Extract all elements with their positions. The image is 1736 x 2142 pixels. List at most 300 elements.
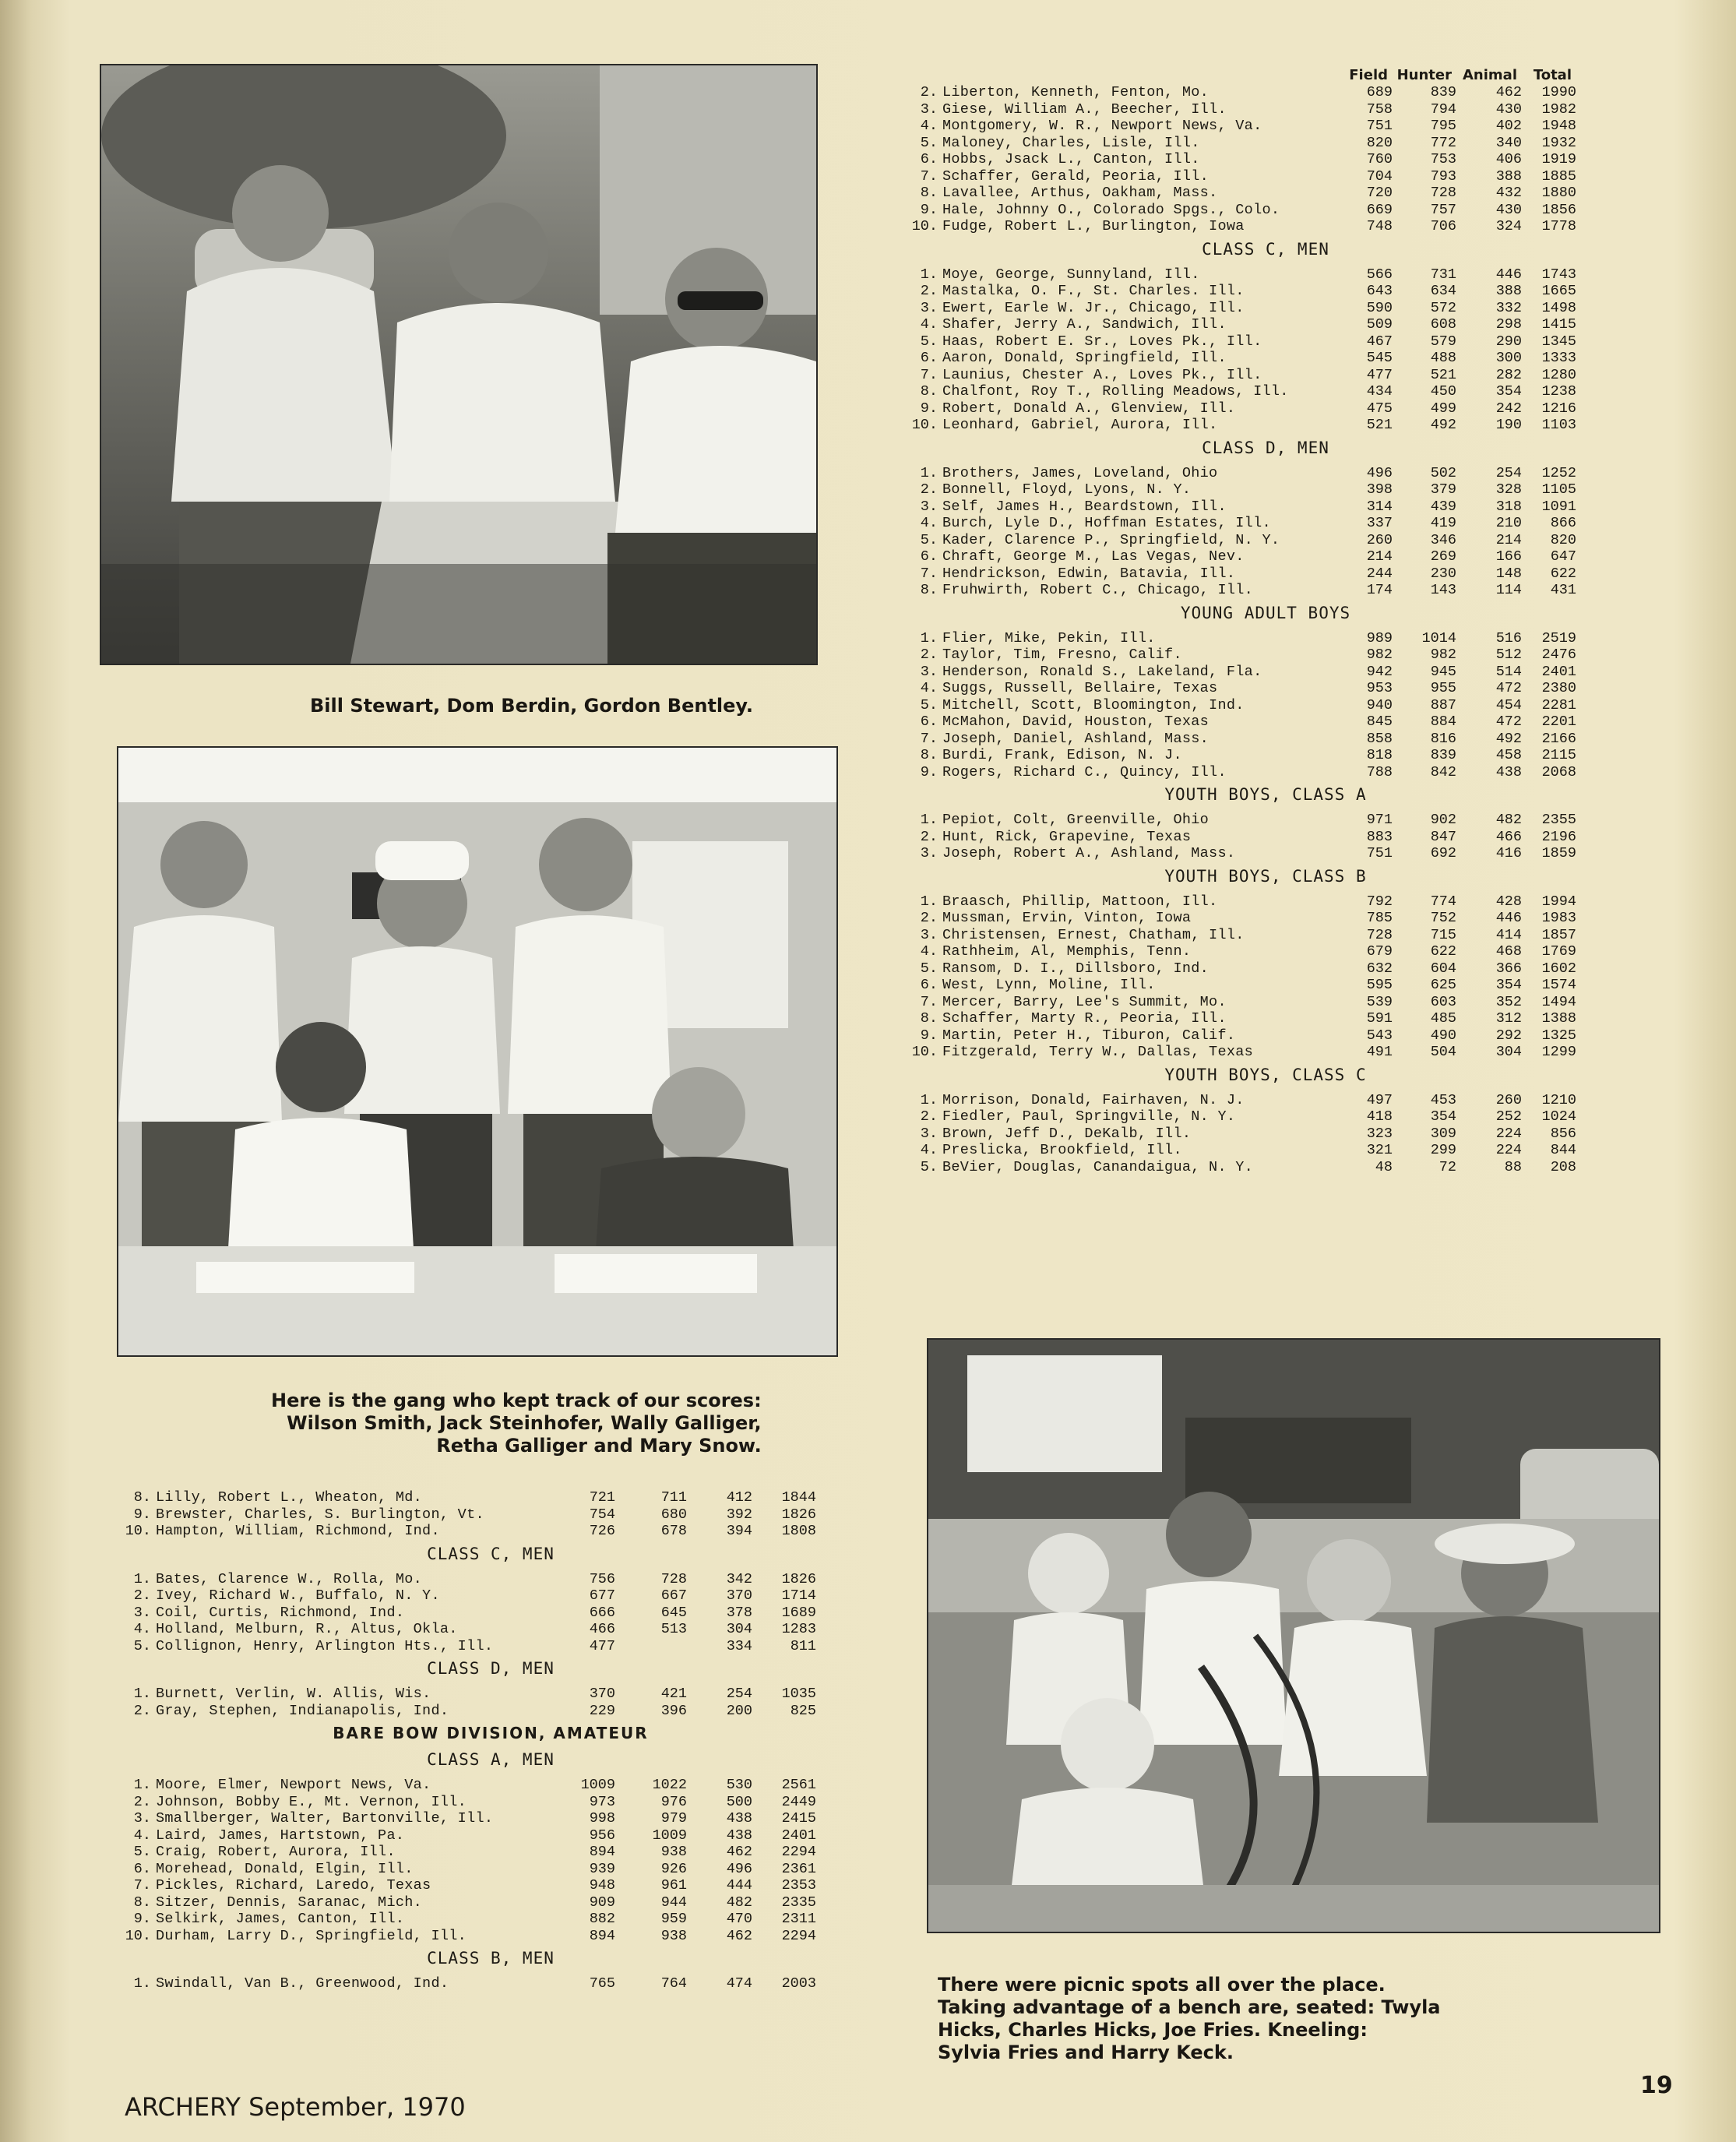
rank: 3. xyxy=(133,1604,151,1621)
field-score: 509 xyxy=(1366,316,1393,333)
animal-score: 454 xyxy=(1495,696,1522,713)
animal-score: 282 xyxy=(1495,366,1522,383)
total-score: 1280 xyxy=(1541,366,1576,383)
rank: 8. xyxy=(920,582,938,599)
table-row xyxy=(117,1794,864,1811)
total-score: 825 xyxy=(790,1702,816,1719)
animal-score: 148 xyxy=(1495,565,1522,582)
table-row xyxy=(117,1810,864,1827)
table-row xyxy=(903,731,1628,748)
animal-score: 260 xyxy=(1495,1091,1522,1108)
photo1-caption: Bill Stewart, Dom Berdin, Gordon Bentley. xyxy=(310,695,753,717)
field-score: 398 xyxy=(1366,481,1393,499)
field-score: 477 xyxy=(589,1637,615,1654)
archer-name: Schaffer, Marty R., Peoria, Ill. xyxy=(942,1010,1227,1027)
rank: 3. xyxy=(920,926,938,943)
animal-score: 512 xyxy=(1495,646,1522,664)
hunter-score: 774 xyxy=(1430,893,1456,910)
animal-score: 458 xyxy=(1495,747,1522,764)
rank: 8. xyxy=(133,1489,151,1506)
animal-score: 88 xyxy=(1504,1158,1522,1175)
field-score: 643 xyxy=(1366,283,1393,300)
animal-score: 482 xyxy=(726,1894,752,1911)
archer-name: Christensen, Ernest, Chatham, Ill. xyxy=(942,926,1245,943)
table-row xyxy=(903,680,1628,697)
total-score: 2115 xyxy=(1541,747,1576,764)
rank: 2. xyxy=(920,283,938,300)
section-title: YOUNG ADULT BOYS xyxy=(1180,603,1351,622)
hunter-score: 764 xyxy=(660,1975,687,1992)
total-score: 1948 xyxy=(1541,118,1576,135)
rank: 7. xyxy=(920,730,938,747)
animal-score: 378 xyxy=(726,1604,752,1621)
field-score: 496 xyxy=(1366,464,1393,481)
rank: 8. xyxy=(920,383,938,400)
table-row xyxy=(117,1844,864,1861)
total-score: 2449 xyxy=(781,1793,816,1810)
animal-score: 444 xyxy=(726,1877,752,1894)
rank: 3. xyxy=(920,100,938,118)
rank: 4. xyxy=(920,943,938,960)
rank: 6. xyxy=(920,977,938,994)
table-row xyxy=(903,465,1628,482)
total-score: 2380 xyxy=(1541,680,1576,697)
field-score: 989 xyxy=(1366,629,1393,646)
hunter-score: 794 xyxy=(1430,100,1456,118)
table-row xyxy=(117,1523,864,1540)
field-score: 973 xyxy=(589,1793,615,1810)
score-section xyxy=(903,785,1628,862)
archer-name: Lavallee, Arthus, Oakham, Mass. xyxy=(942,185,1218,202)
page-number: 19 xyxy=(1640,2072,1673,2099)
rank: 1. xyxy=(920,893,938,910)
animal-score: 224 xyxy=(1495,1125,1522,1142)
hunter-score: 521 xyxy=(1430,366,1456,383)
rank: 5. xyxy=(920,960,938,977)
archer-name: McMahon, David, Houston, Texas xyxy=(942,713,1210,731)
animal-score: 366 xyxy=(1495,960,1522,977)
total-score: 2476 xyxy=(1541,646,1576,664)
total-score: 1826 xyxy=(781,1506,816,1523)
archer-name: Mercer, Barry, Lee's Summit, Mo. xyxy=(942,993,1227,1010)
field-score: 466 xyxy=(589,1621,615,1638)
table-row xyxy=(903,565,1628,583)
field-score: 689 xyxy=(1366,84,1393,101)
rank: 6. xyxy=(920,350,938,367)
total-score: 1210 xyxy=(1541,1091,1576,1108)
archer-name: Giese, William A., Beecher, Ill. xyxy=(942,100,1227,118)
field-score: 632 xyxy=(1366,960,1393,977)
field-score: 214 xyxy=(1366,548,1393,565)
archer-name: Ransom, D. I., Dillsboro, Ind. xyxy=(942,960,1210,977)
table-row xyxy=(903,664,1628,681)
archer-name: Morrison, Donald, Fairhaven, N. J. xyxy=(942,1091,1245,1108)
animal-score: 462 xyxy=(726,1844,752,1861)
table-row xyxy=(117,1894,864,1911)
table-row xyxy=(903,1092,1628,1109)
hunter-score: 753 xyxy=(1430,151,1456,168)
archer-name: Durham, Larry D., Springfield, Ill. xyxy=(156,1927,467,1944)
hunter-score: 625 xyxy=(1430,977,1456,994)
col-field: Field xyxy=(1349,66,1388,83)
table-row xyxy=(903,383,1628,400)
section-title: CLASS D, MEN xyxy=(427,1659,555,1678)
table-row xyxy=(903,764,1628,781)
rank: 2. xyxy=(133,1702,151,1719)
archer-name: Holland, Melburn, R., Altus, Okla. xyxy=(156,1621,458,1638)
animal-score: 300 xyxy=(1495,350,1522,367)
hunter-score: 752 xyxy=(1430,910,1456,927)
field-score: 748 xyxy=(1366,218,1393,235)
archer-name: Fruhwirth, Robert C., Chicago, Ill. xyxy=(942,582,1254,599)
total-score: 2401 xyxy=(1541,663,1576,680)
score-section xyxy=(903,604,1628,781)
hunter-score: 579 xyxy=(1430,333,1456,350)
field-score: 982 xyxy=(1366,646,1393,664)
total-score: 1238 xyxy=(1541,383,1576,400)
total-score: 866 xyxy=(1550,515,1576,532)
total-score: 1919 xyxy=(1541,151,1576,168)
table-row xyxy=(903,532,1628,549)
hunter-score: 1009 xyxy=(652,1827,687,1844)
rank: 10. xyxy=(911,417,938,434)
hunter-score: 887 xyxy=(1430,696,1456,713)
total-score: 2281 xyxy=(1541,696,1576,713)
total-score: 1826 xyxy=(781,1570,816,1587)
animal-score: 468 xyxy=(1495,943,1522,960)
photo3-caption: There were picnic spots all over the place. Taking advantage of a bench are, seated: Twyla Hicks, Charles Hicks, Joe Fries. Kneeling: Sylvia Fries and Harry Keck. xyxy=(938,1974,1441,2063)
left-score-table xyxy=(117,1489,864,1992)
animal-score: 370 xyxy=(726,1587,752,1605)
archer-name: Smallberger, Walter, Bartonville, Ill. xyxy=(156,1810,494,1827)
hunter-score: 816 xyxy=(1430,730,1456,747)
field-score: 174 xyxy=(1366,582,1393,599)
table-row xyxy=(117,1928,864,1945)
hunter-score: 396 xyxy=(660,1702,687,1719)
field-score: 669 xyxy=(1366,201,1393,218)
photo-picnic xyxy=(927,1338,1660,1933)
rank: 1. xyxy=(920,1091,938,1108)
rank: 9. xyxy=(920,400,938,417)
magazine-name: ARCHERY xyxy=(125,2092,241,2122)
animal-score: 312 xyxy=(1495,1010,1522,1027)
hunter-score: 1022 xyxy=(652,1777,687,1794)
rank: 4. xyxy=(133,1827,151,1844)
archer-name: Mussman, Ervin, Vinton, Iowa xyxy=(942,910,1192,927)
animal-score: 470 xyxy=(726,1911,752,1928)
archer-name: Hobbs, Jsack L., Canton, Ill. xyxy=(942,151,1200,168)
score-section xyxy=(903,1066,1628,1176)
total-score: 1299 xyxy=(1541,1044,1576,1061)
table-row xyxy=(903,582,1628,599)
total-score: 1990 xyxy=(1541,84,1576,101)
archer-name: Pepiot, Colt, Greenville, Ohio xyxy=(942,812,1210,829)
total-score: 2166 xyxy=(1541,730,1576,747)
table-row xyxy=(903,829,1628,846)
total-score: 2003 xyxy=(781,1975,816,1992)
hunter-score: 230 xyxy=(1430,565,1456,582)
table-row xyxy=(117,1777,864,1794)
table-row xyxy=(117,1877,864,1894)
field-score: 48 xyxy=(1375,1158,1393,1175)
rank: 6. xyxy=(920,548,938,565)
field-score: 595 xyxy=(1366,977,1393,994)
total-score: 1325 xyxy=(1541,1027,1576,1044)
hunter-score: 678 xyxy=(660,1523,687,1540)
field-score: 792 xyxy=(1366,893,1393,910)
animal-score: 292 xyxy=(1495,1027,1522,1044)
animal-score: 254 xyxy=(1495,464,1522,481)
animal-score: 430 xyxy=(1495,100,1522,118)
hunter-score: 492 xyxy=(1430,417,1456,434)
table-row xyxy=(903,893,1628,911)
table-row xyxy=(903,1142,1628,1159)
total-score: 1415 xyxy=(1541,316,1576,333)
total-score: 1105 xyxy=(1541,481,1576,499)
field-score: 883 xyxy=(1366,828,1393,845)
rank: 2. xyxy=(920,481,938,499)
archer-name: Fudge, Robert L., Burlington, Iowa xyxy=(942,218,1245,235)
rank: 5. xyxy=(920,1158,938,1175)
total-score: 2415 xyxy=(781,1810,816,1827)
table-row xyxy=(117,1571,864,1588)
archer-name: Collignon, Henry, Arlington Hts., Ill. xyxy=(156,1637,494,1654)
animal-score: 388 xyxy=(1495,283,1522,300)
footer-magazine xyxy=(125,2092,466,2122)
score-section xyxy=(903,439,1628,599)
rank: 8. xyxy=(920,1010,938,1027)
total-score: 1982 xyxy=(1541,100,1576,118)
table-row xyxy=(903,1159,1628,1176)
animal-score: 474 xyxy=(726,1975,752,1992)
section-title: CLASS C, MEN xyxy=(427,1544,555,1563)
total-score: 2294 xyxy=(781,1844,816,1861)
rank: 7. xyxy=(920,167,938,185)
table-row xyxy=(903,845,1628,862)
total-score: 1714 xyxy=(781,1587,816,1605)
table-row xyxy=(903,135,1628,152)
animal-score: 412 xyxy=(726,1489,752,1506)
section-title: CLASS D, MEN xyxy=(1202,438,1329,457)
archer-name: Brown, Jeff D., DeKalb, Ill. xyxy=(942,1125,1192,1142)
hunter-score: 143 xyxy=(1430,582,1456,599)
field-score: 545 xyxy=(1366,350,1393,367)
hunter-score: 955 xyxy=(1430,680,1456,697)
field-score: 882 xyxy=(589,1911,615,1928)
animal-score: 254 xyxy=(726,1686,752,1703)
hunter-score: 499 xyxy=(1430,400,1456,417)
archer-name: Suggs, Russell, Bellaire, Texas xyxy=(942,680,1218,697)
total-score: 2335 xyxy=(781,1894,816,1911)
archer-name: Mitchell, Scott, Bloomington, Ind. xyxy=(942,696,1245,713)
hunter-score: 346 xyxy=(1430,531,1456,548)
hunter-score: 604 xyxy=(1430,960,1456,977)
archer-name: Lilly, Robert L., Wheaton, Md. xyxy=(156,1489,423,1506)
rank: 3. xyxy=(920,663,938,680)
table-row xyxy=(117,1605,864,1622)
issue-date: September, 1970 xyxy=(248,2092,466,2122)
rank: 5. xyxy=(133,1637,151,1654)
table-row xyxy=(903,333,1628,351)
hunter-score: 728 xyxy=(660,1570,687,1587)
score-section xyxy=(117,1489,864,1540)
animal-score: 352 xyxy=(1495,993,1522,1010)
field-score: 818 xyxy=(1366,747,1393,764)
rank: 2. xyxy=(920,646,938,664)
archer-name: Burch, Lyle D., Hoffman Estates, Ill. xyxy=(942,515,1271,532)
archer-name: Joseph, Daniel, Ashland, Mass. xyxy=(942,730,1210,747)
animal-score: 430 xyxy=(1495,201,1522,218)
archer-name: Robert, Donald A., Glenview, Ill. xyxy=(942,400,1236,417)
section-title: BARE BOW DIVISION, AMATEUR xyxy=(333,1724,649,1742)
archer-name: Mastalka, O. F., St. Charles. Ill. xyxy=(942,283,1245,300)
animal-score: 328 xyxy=(1495,481,1522,499)
archer-name: Montgomery, W. R., Newport News, Va. xyxy=(942,118,1262,135)
rank: 9. xyxy=(133,1506,151,1523)
rank: 1. xyxy=(133,1570,151,1587)
rank: 6. xyxy=(920,713,938,731)
hunter-score: 680 xyxy=(660,1506,687,1523)
total-score: 1252 xyxy=(1541,464,1576,481)
total-score: 1778 xyxy=(1541,218,1576,235)
field-score: 244 xyxy=(1366,565,1393,582)
animal-score: 318 xyxy=(1495,498,1522,515)
table-row xyxy=(903,350,1628,367)
animal-score: 496 xyxy=(726,1860,752,1877)
col-total: Total xyxy=(1533,66,1572,83)
hunter-score: 982 xyxy=(1430,646,1456,664)
table-row xyxy=(903,646,1628,664)
total-score: 1024 xyxy=(1541,1108,1576,1126)
total-score: 2361 xyxy=(781,1860,816,1877)
section-title: YOUTH BOYS, CLASS B xyxy=(1164,866,1367,886)
score-section xyxy=(903,867,1628,1061)
animal-score: 354 xyxy=(1495,383,1522,400)
table-row xyxy=(903,1027,1628,1045)
archer-name: Hendrickson, Edwin, Batavia, Ill. xyxy=(942,565,1236,582)
table-row xyxy=(903,927,1628,944)
field-score: 909 xyxy=(589,1894,615,1911)
archer-name: Chalfont, Roy T., Rolling Meadows, Ill. xyxy=(942,383,1289,400)
archer-name: Moye, George, Sunnyland, Ill. xyxy=(942,266,1200,283)
hunter-score: 731 xyxy=(1430,266,1456,283)
rank: 4. xyxy=(133,1621,151,1638)
rank: 3. xyxy=(920,299,938,316)
rank: 2. xyxy=(920,828,938,845)
field-score: 314 xyxy=(1366,498,1393,515)
field-score: 497 xyxy=(1366,1091,1393,1108)
animal-score: 500 xyxy=(726,1793,752,1810)
rank: 6. xyxy=(133,1860,151,1877)
table-row xyxy=(903,630,1628,647)
score-section xyxy=(903,84,1628,235)
table-row xyxy=(117,1686,864,1703)
col-animal: Animal xyxy=(1463,66,1517,83)
section-title: YOUTH BOYS, CLASS A xyxy=(1164,785,1367,804)
animal-score: 324 xyxy=(1495,218,1522,235)
section-title: YOUTH BOYS, CLASS C xyxy=(1164,1065,1367,1084)
archer-name: Maloney, Charles, Lisle, Ill. xyxy=(942,134,1200,151)
animal-score: 210 xyxy=(1495,515,1522,532)
field-score: 939 xyxy=(589,1860,615,1877)
archer-name: Brothers, James, Loveland, Ohio xyxy=(942,464,1218,481)
archer-name: Schaffer, Gerald, Peoria, Ill. xyxy=(942,167,1210,185)
total-score: 844 xyxy=(1550,1142,1576,1159)
animal-score: 224 xyxy=(1495,1142,1522,1159)
field-score: 760 xyxy=(1366,151,1393,168)
hunter-score: 667 xyxy=(660,1587,687,1605)
rank: 8. xyxy=(920,747,938,764)
table-row xyxy=(903,960,1628,978)
total-score: 1743 xyxy=(1541,266,1576,283)
rank: 5. xyxy=(920,134,938,151)
archer-name: Brewster, Charles, S. Burlington, Vt. xyxy=(156,1506,484,1523)
field-score: 543 xyxy=(1366,1027,1393,1044)
hunter-score: 793 xyxy=(1430,167,1456,185)
rank: 7. xyxy=(920,565,938,582)
hunter-score: 842 xyxy=(1430,763,1456,780)
total-score: 2201 xyxy=(1541,713,1576,731)
rank: 1. xyxy=(920,266,938,283)
field-score: 521 xyxy=(1366,417,1393,434)
animal-score: 516 xyxy=(1495,629,1522,646)
archer-name: Burdi, Frank, Edison, N. J. xyxy=(942,747,1182,764)
rank: 2. xyxy=(920,910,938,927)
field-score: 370 xyxy=(589,1686,615,1703)
table-row xyxy=(903,697,1628,714)
hunter-score: 979 xyxy=(660,1810,687,1827)
field-score: 940 xyxy=(1366,696,1393,713)
total-score: 1880 xyxy=(1541,185,1576,202)
field-score: 845 xyxy=(1366,713,1393,731)
hunter-score: 634 xyxy=(1430,283,1456,300)
archer-name: Chraft, George M., Las Vegas, Nev. xyxy=(942,548,1245,565)
hunter-score: 603 xyxy=(1430,993,1456,1010)
animal-score: 200 xyxy=(726,1702,752,1719)
hunter-score: 1014 xyxy=(1421,629,1456,646)
field-score: 728 xyxy=(1366,926,1393,943)
field-score: 260 xyxy=(1366,531,1393,548)
total-score: 1769 xyxy=(1541,943,1576,960)
animal-score: 388 xyxy=(1495,167,1522,185)
total-score: 2401 xyxy=(781,1827,816,1844)
field-score: 751 xyxy=(1366,845,1393,862)
hunter-score: 488 xyxy=(1430,350,1456,367)
archer-name: Ewert, Earle W. Jr., Chicago, Ill. xyxy=(942,299,1245,316)
animal-score: 406 xyxy=(1495,151,1522,168)
field-score: 467 xyxy=(1366,333,1393,350)
table-row xyxy=(903,713,1628,731)
table-row xyxy=(903,266,1628,284)
hunter-score: 961 xyxy=(660,1877,687,1894)
hunter-score: 711 xyxy=(660,1489,687,1506)
field-score: 956 xyxy=(589,1827,615,1844)
score-section xyxy=(117,1724,864,1742)
total-score: 1494 xyxy=(1541,993,1576,1010)
table-row xyxy=(903,548,1628,565)
rank: 1. xyxy=(920,629,938,646)
animal-score: 492 xyxy=(1495,730,1522,747)
field-score: 948 xyxy=(589,1877,615,1894)
animal-score: 392 xyxy=(726,1506,752,1523)
total-score: 1091 xyxy=(1541,498,1576,515)
archer-name: Coil, Curtis, Richmond, Ind. xyxy=(156,1604,405,1621)
hunter-score: 421 xyxy=(660,1686,687,1703)
hunter-score: 795 xyxy=(1430,118,1456,135)
photo-three-men xyxy=(100,64,818,665)
table-row xyxy=(117,1861,864,1878)
hunter-score: 502 xyxy=(1430,464,1456,481)
